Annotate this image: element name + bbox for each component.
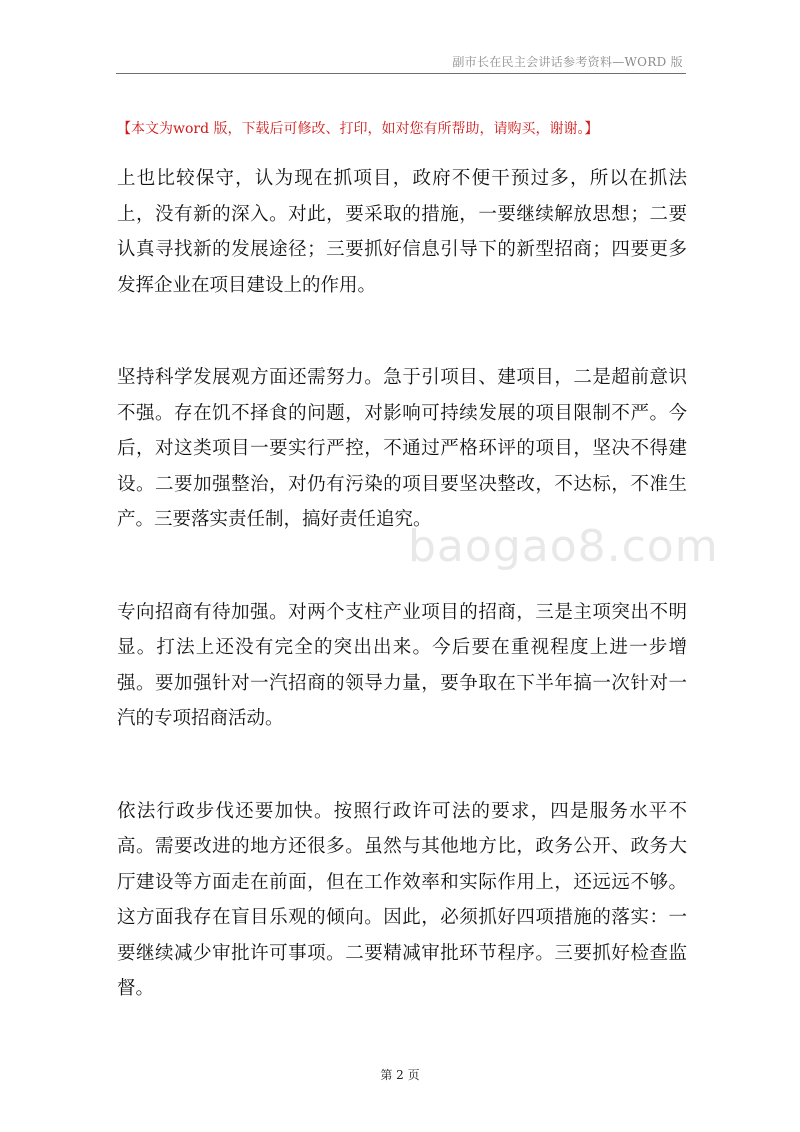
document-body <box>117 161 687 1007</box>
paragraph-4: 依法行政步伐还要加快。按照行政许可法的要求，四是服务水平不高。需要改进的地方还很多。虽然与其他地方比，政务公开、政务大厅建设等方面走在前面，但在工作效率和实际作用上，还远远不够。这方面我存在盲目乐观的倾向。因此，必须抓好四项措施的落实：一要继续减少审批许可事项。二要精减审批环节程序。三要抓好检查监督。 <box>117 800 687 999</box>
header-divider <box>116 73 686 74</box>
site-watermark: baogao8.com <box>408 521 719 572</box>
page-number: 第 2 页 <box>380 1068 420 1082</box>
download-notice: 【本文为word 版，下载后可修改、打印，如对您有所帮助，请购买，谢谢。】 <box>117 121 599 137</box>
document-header-title: 副市长在民主会讲话参考资料—WORD 版 <box>452 55 683 69</box>
paragraph-2: 坚持科学发展观方面还需努力。急于引项目、建项目，二是超前意识不强。存在饥不择食的问题，对影响可持续发展的项目限制不严。今后，对这类项目一要实行严控，不通过严格环评的项目，坚决不得建设。二要加强整治，对仍有污染的项目要坚决整改，不达标，不准生产。三要落实责任制，搞好责任追究。 <box>117 367 687 530</box>
paragraph-3: 专向招商有待加强。对两个支柱产业项目的招商，三是主项突出不明显。打法上还没有完全的突出出来。今后要在重视程度上进一步增强。要加强针对一汽招商的领导力量，要争取在下半年搞一次针对一汽的专项招商活动。 <box>117 601 687 729</box>
paragraph-1: 上也比较保守，认为现在抓项目，政府不便干预过多，所以在抓法上，没有新的深入。对此，要采取的措施，一要继续解放思想；二要认真寻找新的发展途径；三要抓好信息引导下的新型招商；四要更多发挥企业在项目建设上的作用。 <box>117 168 687 296</box>
